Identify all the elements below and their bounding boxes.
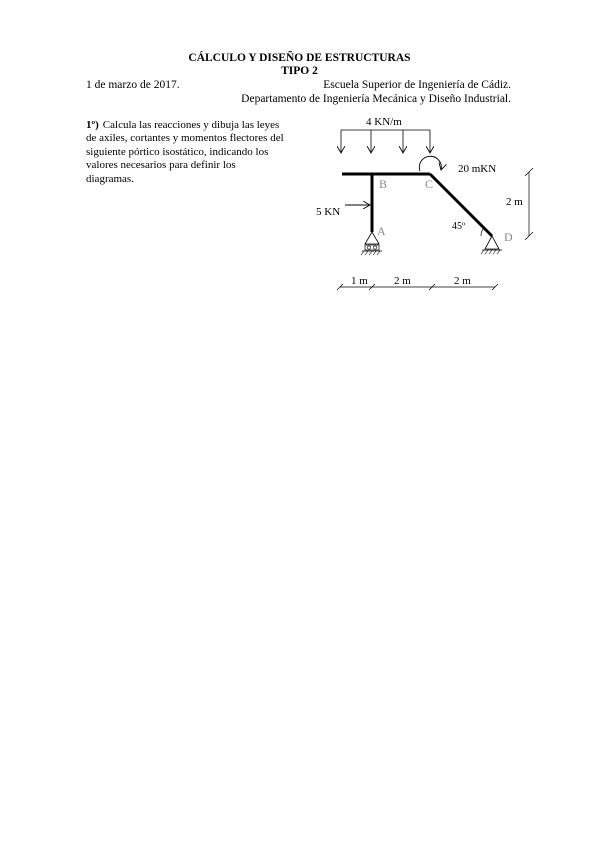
span-label-3: 2 m [454, 275, 471, 287]
problem-line: de axiles, cortantes y momentos flectores del [86, 132, 284, 145]
moment-label: 20 mKN [458, 163, 497, 175]
problem-line: siguiente pórtico isostático, indicando los [86, 145, 269, 158]
pin-support-d [481, 236, 502, 254]
exam-date: 1 de marzo de 2017. [86, 79, 180, 91]
problem-line: valores necesarios para definir los [86, 159, 236, 172]
node-label-d: D [504, 230, 513, 244]
node-label-c: C [425, 177, 434, 191]
frame-diagram [300, 108, 540, 298]
problem-line: 1º) Calcula las reacciones y dibuja las leyes [86, 119, 280, 131]
height-dimension-label: 2 m [506, 196, 523, 208]
distributed-load-label: 4 KN/m [366, 116, 402, 128]
problem-number: 1º) [86, 119, 99, 131]
document-title: CÁLCULO Y DISEÑO DE ESTRUCTURAS [188, 52, 411, 64]
distributed-load [341, 130, 430, 153]
problem-line: diagramas. [86, 172, 134, 185]
document-subtitle: TIPO 2 [281, 65, 318, 77]
problem-statement [86, 119, 311, 186]
point-load-label: 5 KN [316, 206, 341, 218]
span-label-2: 2 m [394, 275, 411, 287]
angle-label: 45º [452, 221, 466, 232]
node-label-a: A [377, 224, 386, 238]
span-label-1: 1 m [351, 275, 368, 287]
node-label-b: B [379, 177, 388, 191]
height-dimension [525, 168, 533, 240]
moment-arrow [419, 156, 441, 171]
school-name: Escuela Superior de Ingeniería de Cádiz. [323, 79, 511, 91]
department-name: Departamento de Ingeniería Mecánica y Diseño Industrial. [241, 93, 511, 105]
